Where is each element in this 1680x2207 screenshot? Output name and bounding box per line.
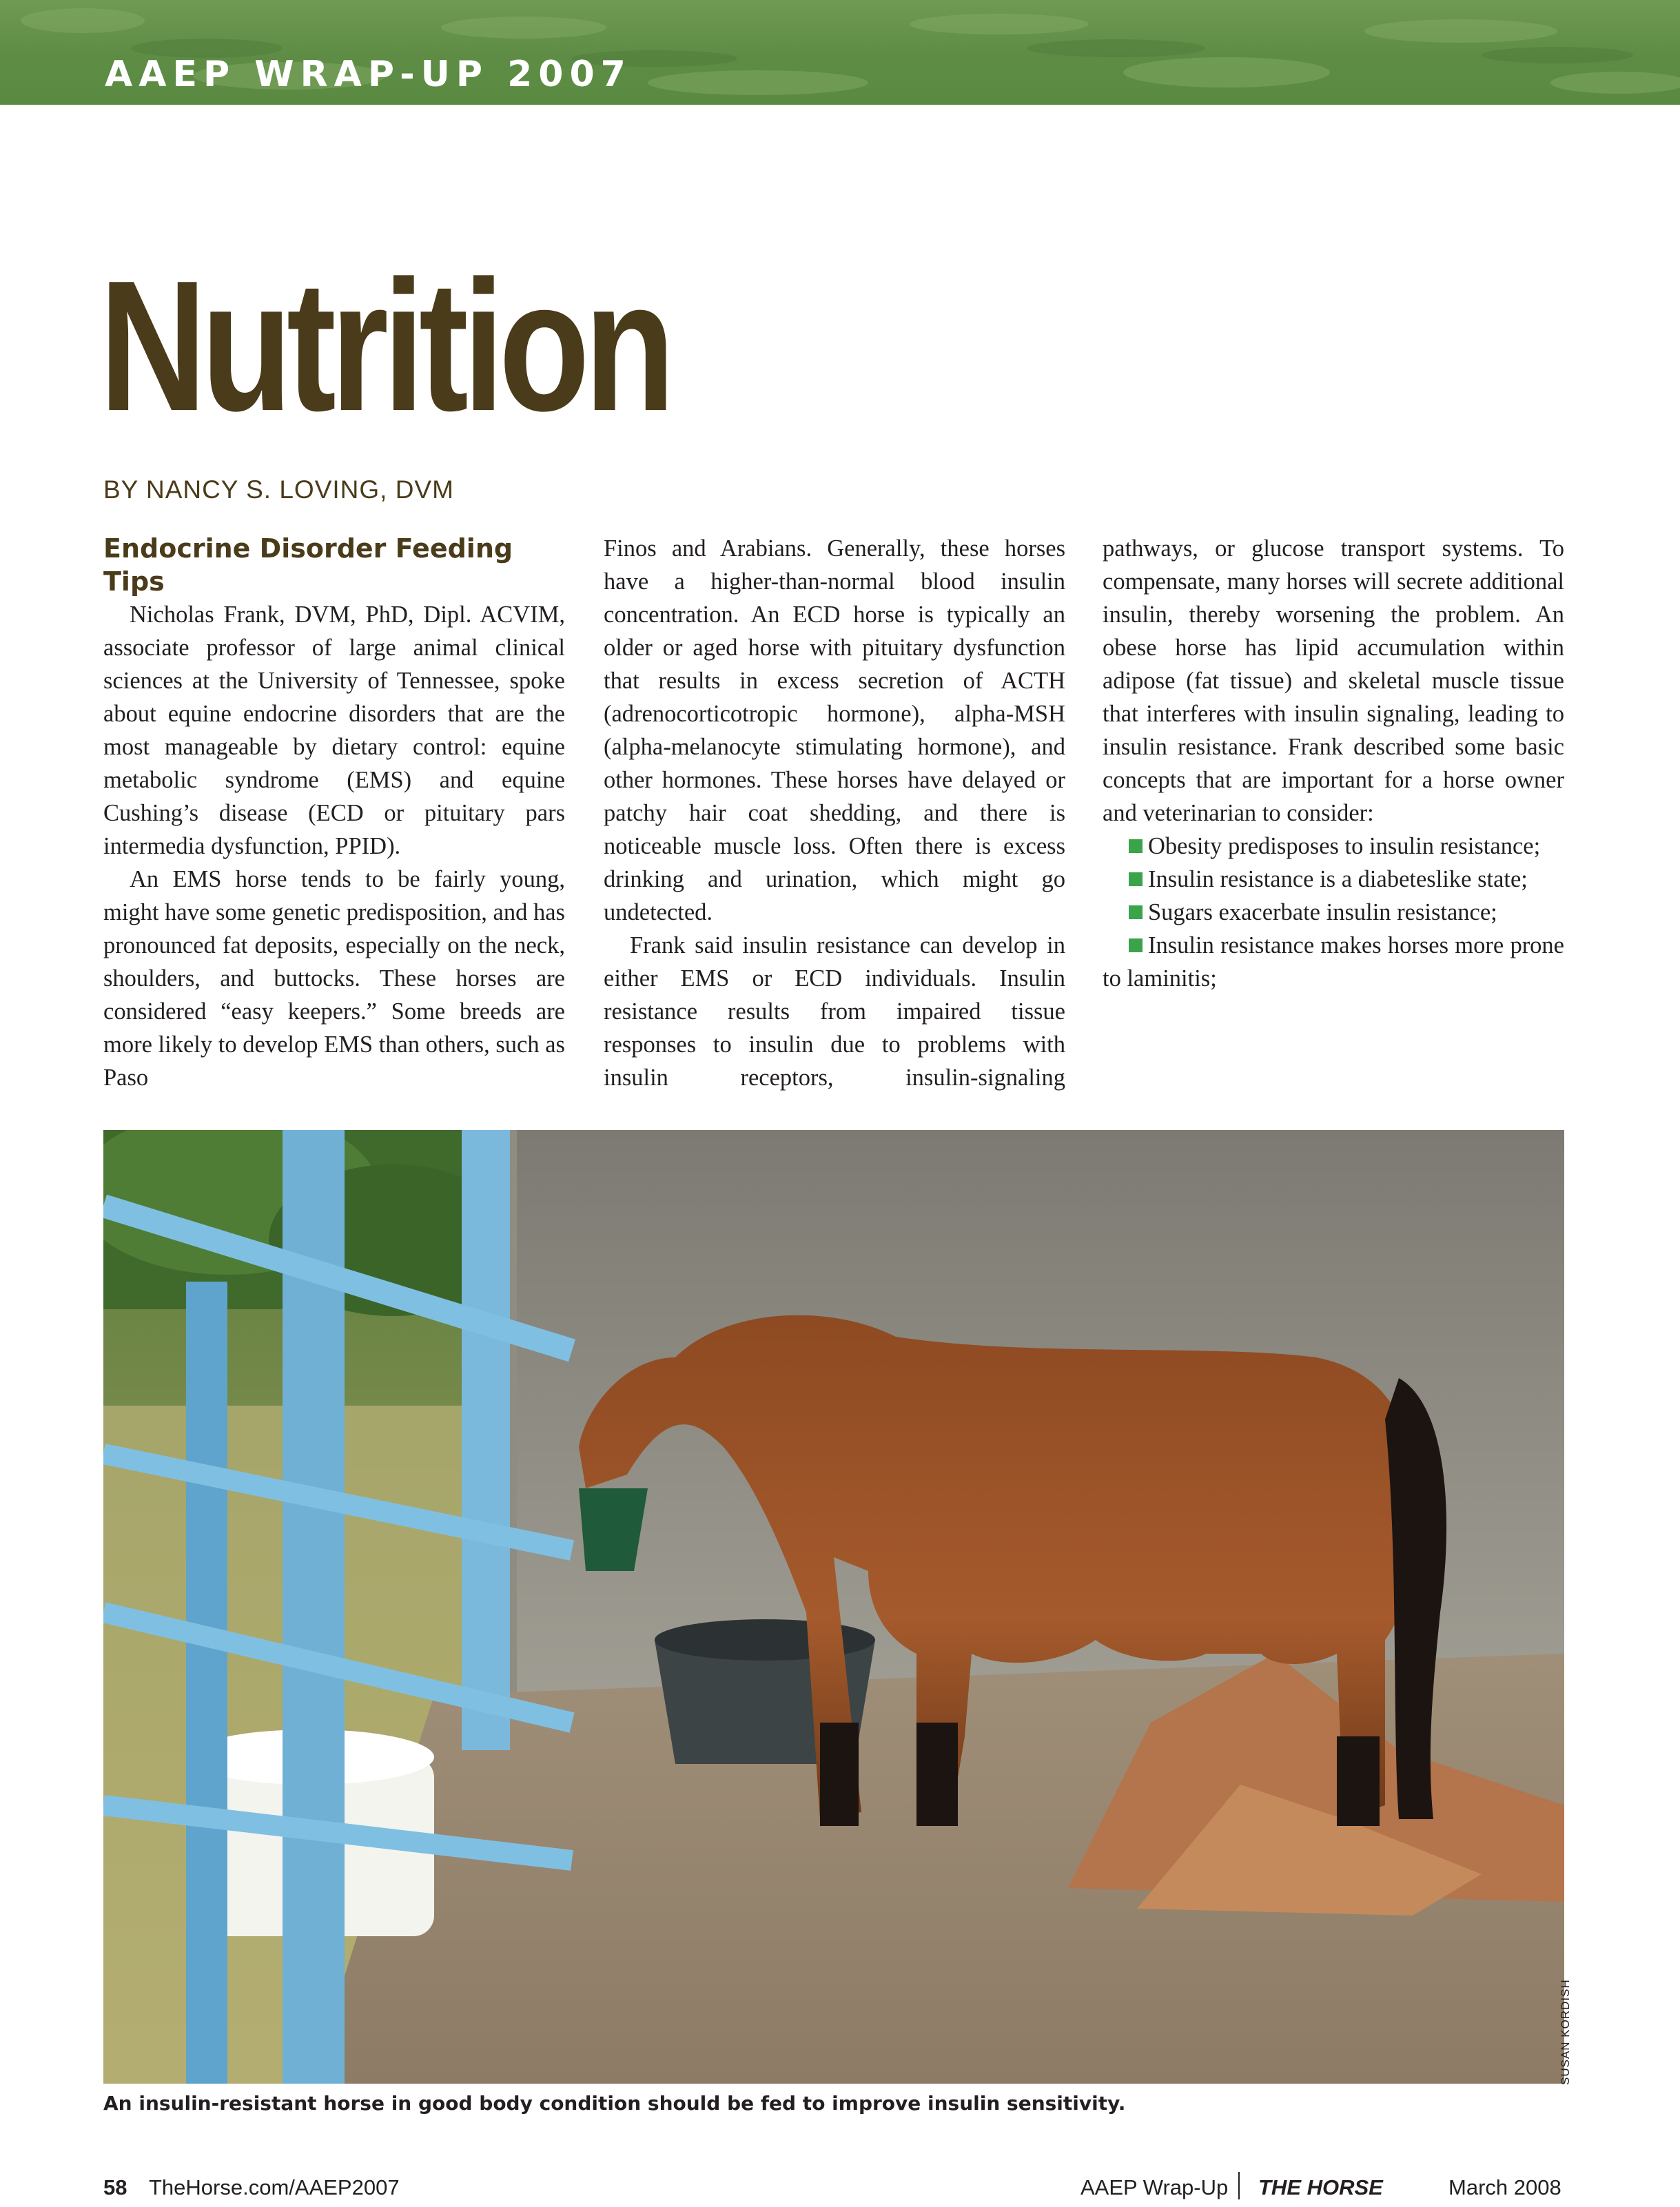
bullet-item: Insulin resistance makes horses more prone to laminitis; — [1103, 932, 1564, 992]
photo-caption: An insulin-resistant horse in good body condition should be fed to improve insulin sensitivity. — [103, 2092, 1126, 2115]
footer-date: March 2008 — [1448, 2175, 1561, 2199]
text-column-3 — [1103, 532, 1564, 995]
footer-divider — [1238, 2172, 1240, 2199]
footer-magazine: THE HORSE — [1258, 2175, 1383, 2199]
page-title: Nutrition — [99, 243, 670, 450]
byline: BY NANCY S. LOVING, DVM — [103, 475, 454, 504]
bullet-item: Insulin resistance is a diabeteslike state; — [1103, 863, 1564, 896]
footer-url: TheHorse.com/AAEP2007 — [149, 2175, 400, 2199]
horse-illustration — [103, 1130, 1564, 2084]
green-square-icon — [1129, 938, 1143, 952]
top-banner — [0, 0, 1680, 105]
section-heading: Endocrine Disorder Feeding Tips — [103, 533, 513, 597]
body-paragraph-part2: Finos and Arabians. Generally, these horses have a higher-than-normal blood insulin concentration. An ECD horse is typically an older or aged horse with pituitary dysfunction that results in excess secretion of ACTH (adrenocorticotropic hormone), alpha-MSH (alpha-melanocyte stimulating hormone), and other hormones. These horses have delayed or patchy hair coat shedding, and there is noticeable muscle loss. Often there is excess drinking and urination, which might go undetected. — [604, 535, 1065, 925]
footer-publication: AAEP Wrap-Up — [1080, 2175, 1229, 2199]
horse-photo — [103, 1130, 1564, 2084]
body-paragraph-part1: An EMS horse tends to be fairly young, might have some genetic predisposition, and has pronounced fat deposits, especially on the neck, shoulders, and buttocks. These horses are considered “easy keepers.” Some breeds are more likely to develop EMS than others, such as Paso — [103, 866, 565, 1091]
text-column-2 — [604, 532, 1065, 1094]
body-paragraph-part2: pathways, or glucose transport systems. To compensate, many horses will secrete additional insulin, thereby worsening the problem. An obese horse has lipid accumulation within adipose (fat tissue) and skeletal muscle tissue that interferes with insulin signaling, leading to insulin resistance. Frank described some basic concepts that are important for a horse owner and veterinarian to consider: — [1103, 535, 1564, 826]
body-paragraph-part1: Frank said insulin resistance can develop in either EMS or ECD individuals. Insulin resistance results from impaired tissue responses to insulin due to problems with insulin receptors, insulin-signaling — [604, 932, 1065, 1091]
green-square-icon — [1129, 905, 1143, 919]
section-banner-title: AAEP WRAP-UP 2007 — [105, 54, 632, 95]
text-column-1 — [103, 532, 565, 1094]
page-number: 58 — [103, 2175, 127, 2199]
green-square-icon — [1129, 839, 1143, 853]
body-paragraph: Nicholas Frank, DVM, PhD, Dipl. ACVIM, associate professor of large animal clinical sciences at the University of Tennessee, spoke about equine endocrine disorders that are the most manageable by dietary control: equine metabolic syndrome (EMS) and equine Cushing’s disease (ECD or pituitary pars intermedia dysfunction, PPID). — [103, 602, 565, 859]
bullet-item: Sugars exacerbate insulin resistance; — [1103, 896, 1564, 929]
bullet-item: Obesity predisposes to insulin resistance; — [1103, 830, 1564, 863]
green-square-icon — [1129, 872, 1143, 886]
photo-credit: SUSAN KORDISH — [1559, 1979, 1572, 2085]
